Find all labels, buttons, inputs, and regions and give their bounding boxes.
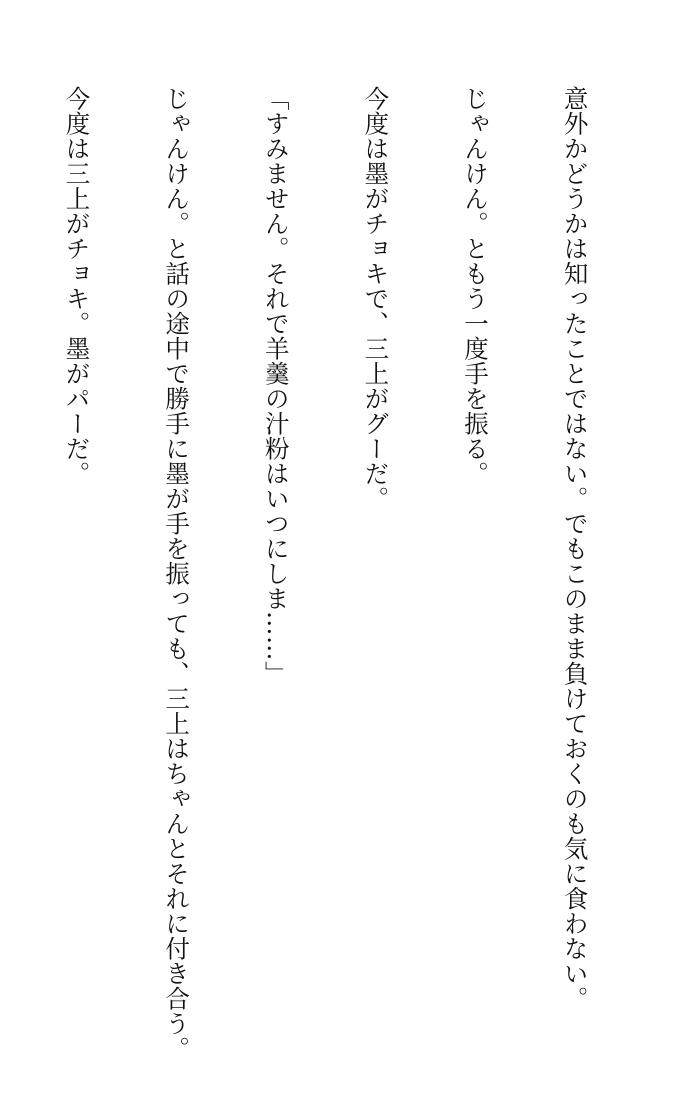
- text-line: 「すみません。それで羊羹の汁粉はいつにしま……」: [261, 86, 291, 686]
- text-line: じゃんけん。と話の途中で勝手に墨が手を振っても、三上はちゃんとそれに付き合う。: [162, 86, 192, 1061]
- text-line: 今度は三上がチョキ。墨がパーだ。: [62, 86, 92, 486]
- vertical-text-body: [0, 86, 658, 1061]
- text-line: 意外かどうかは知ったことではない。でもこのまま負けておくのも気に食わない。: [560, 86, 590, 1011]
- text-line: 今度は墨がチョキで、三上がグーだ。: [361, 86, 391, 511]
- text-line: じゃんけん。ともう一度手を振る。: [460, 86, 490, 486]
